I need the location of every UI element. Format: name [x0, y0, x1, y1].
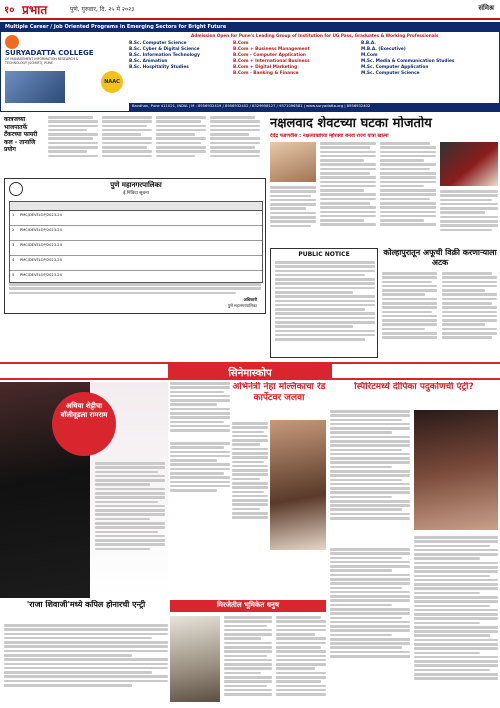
course-item: M.Sc. Computer Application: [361, 65, 429, 70]
neha-story: [170, 382, 326, 598]
dhanush-photo: [170, 616, 220, 702]
course-column-commerce: [233, 41, 343, 77]
ad-admission-text: Admission Open for Pune's Leading Group of Institution for UG Pass, Graduates & Working Professionals: [191, 33, 439, 38]
course-item: B.Com + Business Management: [233, 47, 310, 52]
pmc-tender-notice: [4, 178, 266, 314]
lead-column-1: [270, 186, 316, 229]
brief-column-3: [156, 116, 206, 159]
college-subtitle: OF MANAGEMENT INFORMATION RESEARCH & TECHNOLOGY (SCMIRT), PUNE: [5, 57, 79, 65]
college-advertisement: [0, 22, 500, 112]
course-item: M.Sc. Computer Science: [361, 71, 420, 76]
course-item: B.Sc. Hospitality Studies: [129, 65, 189, 70]
course-item: B.Com - Computer Application: [233, 53, 306, 58]
deepika-text-col-1: [330, 410, 410, 521]
neha-text-col-2: [232, 422, 268, 520]
lead-column-2: [320, 142, 376, 228]
course-item: M.Com: [361, 53, 378, 58]
course-item: B.Sc. Cyber & Digital Science: [129, 47, 200, 52]
students-photo: [5, 71, 65, 103]
college-logo-block: [5, 35, 100, 69]
course-item: M.B.A. (Executive): [361, 47, 406, 52]
course-item: B.Com + Digital Marketing: [233, 65, 298, 70]
lead-story: [270, 116, 498, 246]
table-row: 2 PMC/DEVELOP/2023-24: [10, 226, 262, 241]
lead-story-photo-2: [440, 142, 498, 186]
lead-column-3: [380, 142, 436, 228]
course-item: B.Sc. Animation: [129, 59, 168, 64]
lead-headline: नक्षलवाद शेवटच्या घटका मोजतोय: [270, 116, 432, 131]
table-row: 4 PMC/DEVELOP/2023-24: [10, 256, 262, 271]
deepika-text-col-2: [414, 536, 498, 682]
ad-banner-text: Multiple Career / Job Oriented Programs in Emerging Sectors for Bright Future: [5, 24, 227, 30]
brief-column-1: [48, 116, 98, 159]
lead-story-photo: [270, 142, 316, 182]
course-column-science: [129, 41, 219, 71]
brief-headline: कात्रजच्या भाजपातर्फे टँकरच्या फायरी कल - तानाजि प्रयोग: [4, 116, 38, 153]
left-brief-headline: [4, 116, 44, 176]
public-notice-body: [275, 261, 375, 342]
table-header: [10, 202, 262, 211]
lead-column-4: [440, 190, 498, 233]
naac-badge: NAAC: [101, 71, 123, 93]
kolhapur-story: [382, 248, 498, 358]
athiya-story: [0, 382, 168, 598]
table-row: 1 PMC/DEVELOP/2023-24: [10, 211, 262, 226]
course-item: B.Sc. Computer Science: [129, 41, 187, 46]
course-item: M.Sc. Media & Communication Studies: [361, 59, 455, 64]
course-item: B.Com: [233, 41, 249, 46]
dhanush-text-col-1: [224, 616, 272, 697]
brief-column-2: [102, 116, 152, 159]
ad-contact-text: Bavdhan, Pune 411021, INDIA | M : 8956932419 / 8956932402 / 8329958127 / 9371096581 | www.suryadatta.org | 8956932402: [132, 104, 371, 108]
course-item: B.Com + International Business: [233, 59, 310, 64]
public-notice: [270, 248, 378, 358]
table-row: 5 PMC/DEVELOP/2023-24: [12, 273, 62, 277]
notice-department: पुणे महानगरपालिका: [227, 303, 257, 308]
public-notice-title: PUBLIC NOTICE: [298, 251, 350, 258]
brief-column-4: [210, 116, 260, 159]
table-row: 3 PMC/DEVELOP/2023-24: [10, 241, 262, 256]
kolhapur-headline: कोल्हापुरातून अफूची विक्री करणाऱ्याला अटक: [383, 248, 497, 267]
raja-shivaji-story: [4, 600, 168, 704]
raja-shivaji-text: [4, 624, 168, 688]
notice-title: पुणे महानगरपालिका: [110, 181, 162, 189]
course-item: B.Com - Banking & Finance: [233, 71, 299, 76]
dateline: पुणे, गुरुवार, दि. २५ मे २०२३: [70, 6, 135, 13]
masthead: [0, 0, 500, 20]
section-label: संमिश्र: [478, 4, 494, 12]
deepika-headline: स्पिरिटमध्ये दीपिका पदुकोणची एंट्री?: [354, 382, 474, 392]
cinemascope-banner: [0, 362, 500, 380]
dhanush-headline: मिरजेतील भूमिकेत धनुष: [216, 601, 279, 609]
notice-table: [9, 201, 263, 283]
notice-footnotes: [9, 283, 261, 296]
page-number: १०: [4, 5, 15, 16]
deepika-photo: [414, 410, 498, 530]
paper-name-logo: प्रभात: [22, 3, 48, 17]
college-name: SURYADATTA COLLEGE: [5, 49, 94, 57]
course-column-pg: [361, 41, 496, 77]
dhanush-story: [170, 600, 326, 704]
deepika-text-col-3: [330, 548, 410, 659]
neha-photo: [270, 420, 326, 550]
dhanush-text-col-2: [276, 616, 326, 697]
kolhapur-column-1: [382, 272, 437, 341]
neha-text-col-1: [170, 382, 230, 433]
notice-signatory: अधिकारी: [243, 297, 257, 302]
athiya-text: [95, 462, 165, 552]
course-item: B.Sc. Information Technology: [129, 53, 200, 58]
neha-text-col-3: [170, 442, 230, 493]
cinemascope-title: सिनेमास्कोप: [228, 368, 272, 379]
kolhapur-column-2: [442, 272, 497, 341]
lead-subhead: देवेंद्र फडणवीस : नक्षलवाद्यांच्या म्होरक्या बनवा राज्य यात्रा खात्मा: [270, 133, 389, 139]
course-item: B.B.A.: [361, 41, 376, 46]
neha-headline: अभिनेत्री नेहा मल्लिकाचा रेड कार्पेटवर जलवा: [232, 382, 326, 403]
raja-shivaji-headline: 'राजा शिवाजी'मध्ये कपिल होनारची एन्ट्री: [26, 600, 146, 609]
athiya-headline: अथिया शेट्टीचा बॉलीवूडला रामराम: [60, 402, 108, 419]
college-crest-icon: [5, 35, 19, 49]
notice-subtitle: ई निविदा सूचना: [123, 191, 149, 196]
deepika-story: [330, 382, 498, 704]
